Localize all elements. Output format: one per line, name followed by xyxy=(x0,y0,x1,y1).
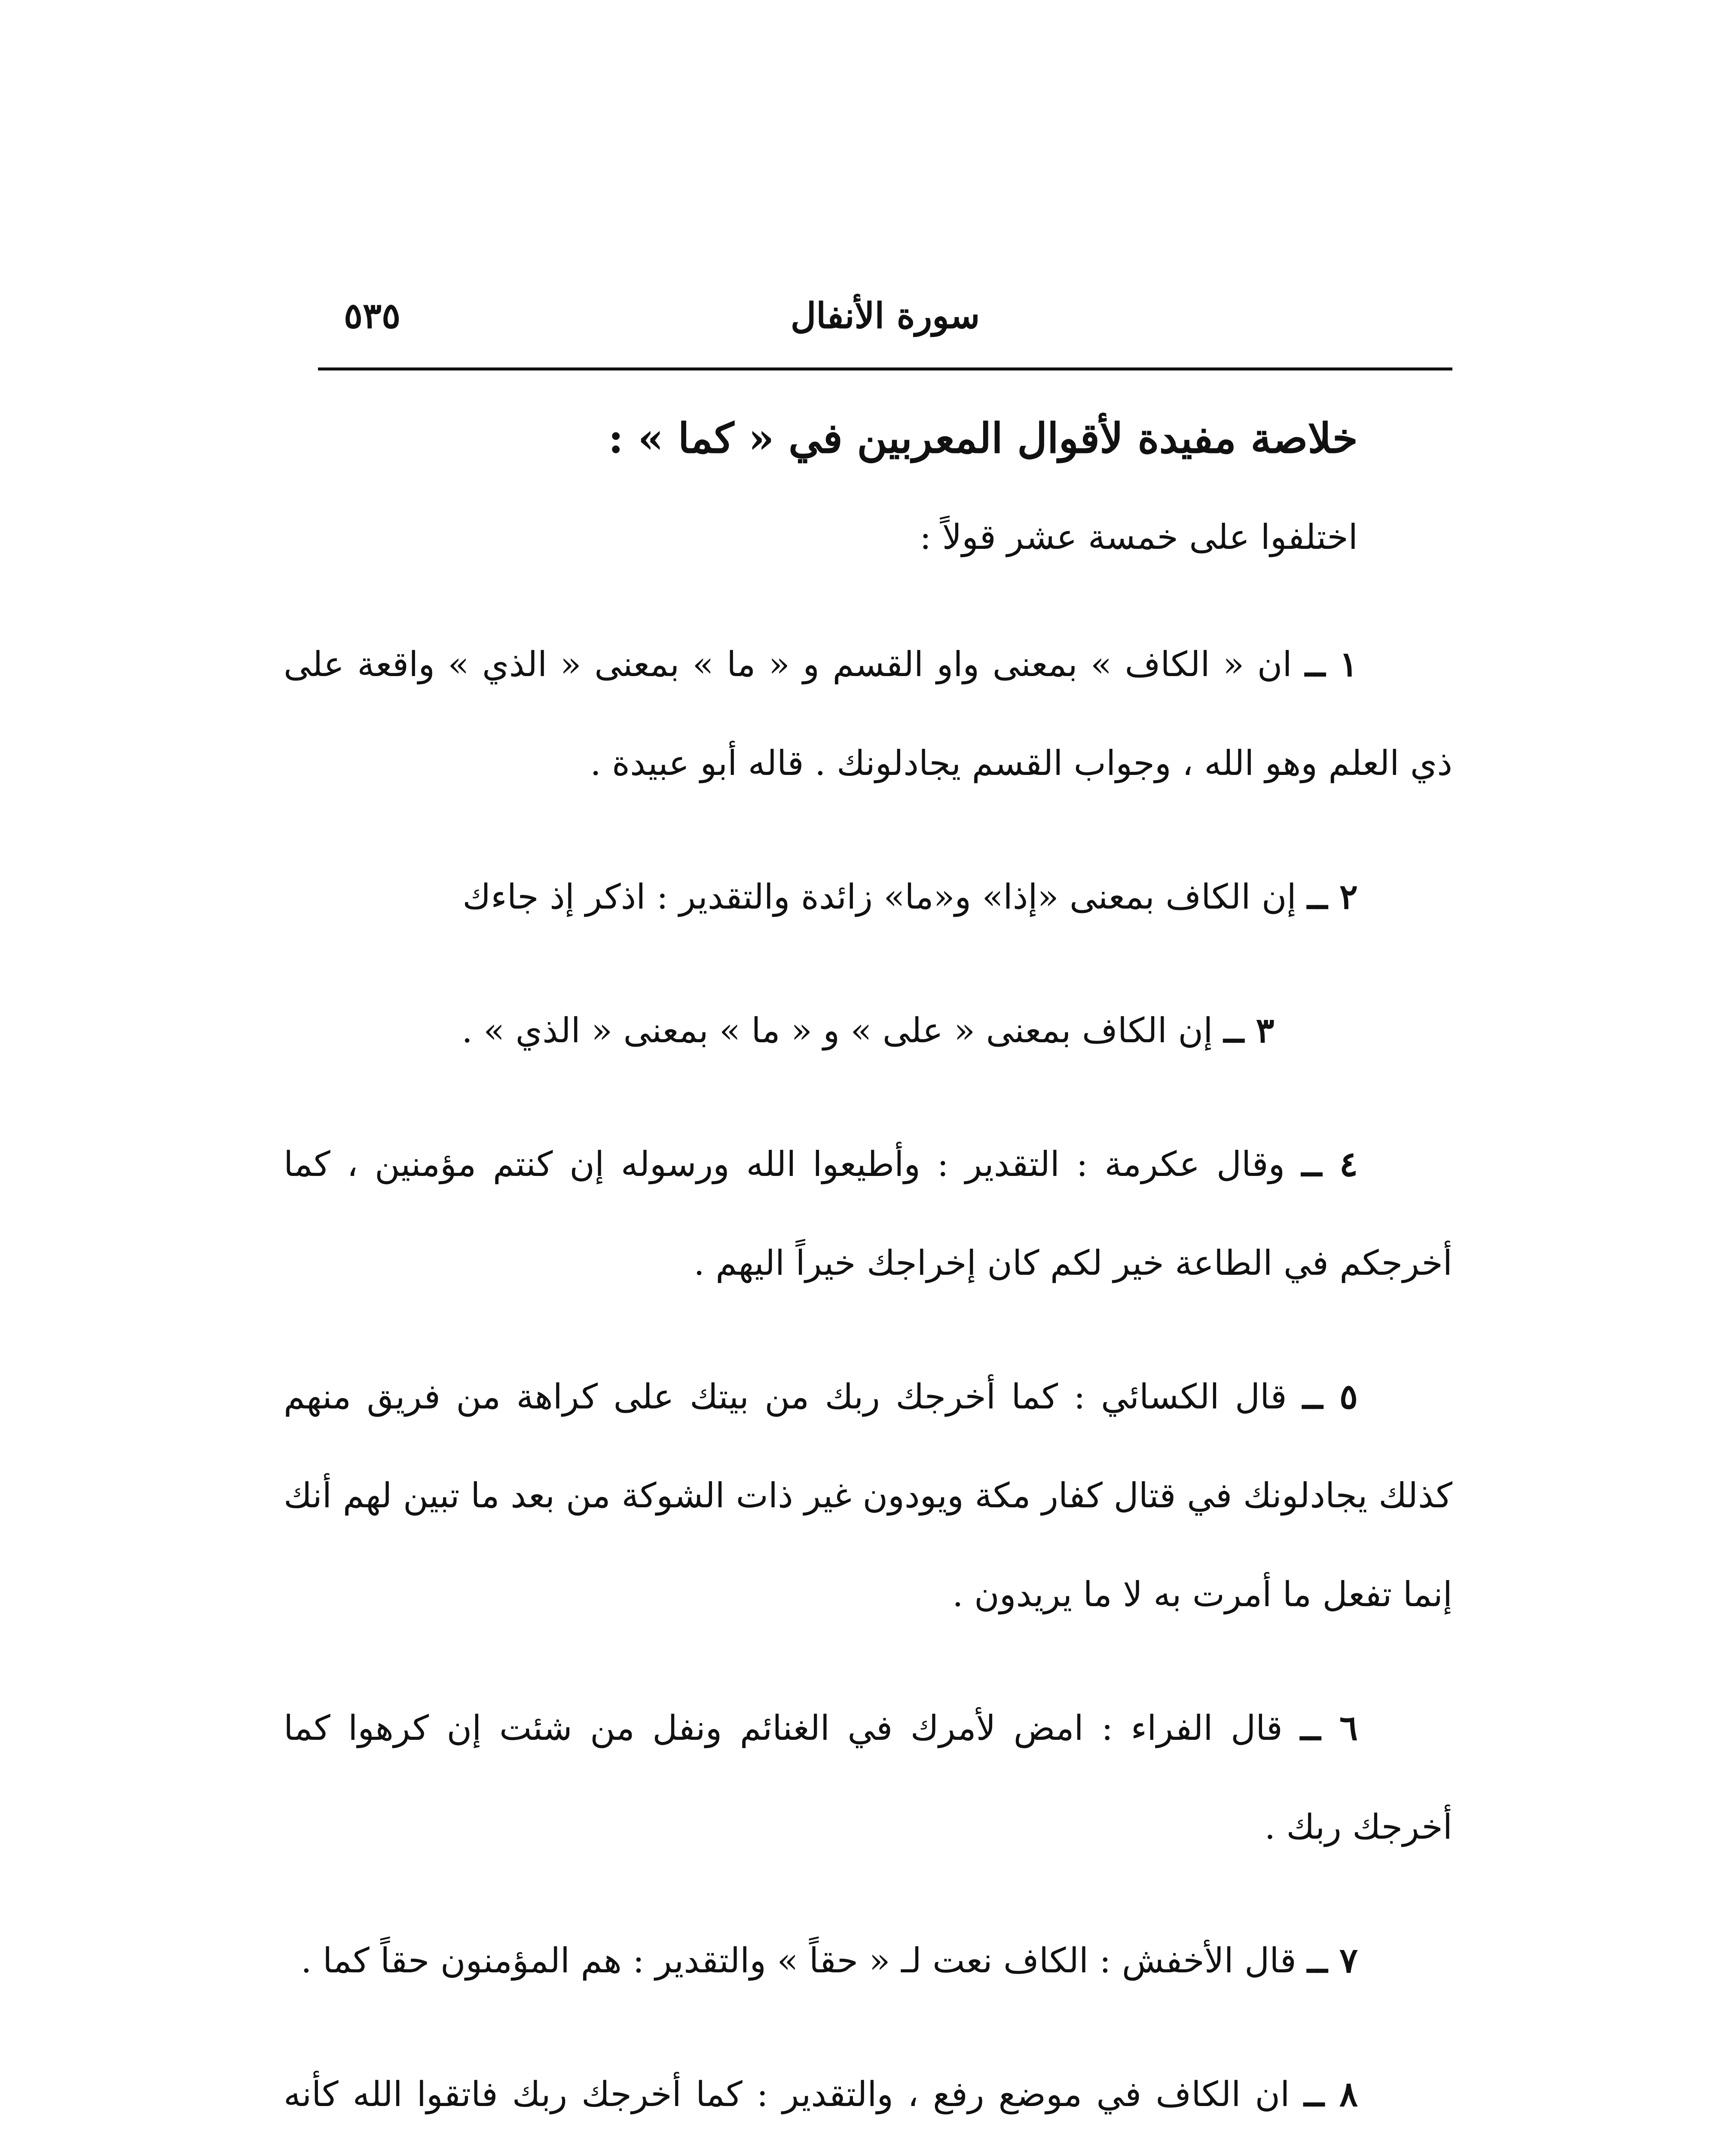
item-number: ٨ ــ xyxy=(1304,2074,1358,2114)
item-text: ان الكاف في موضع رفع ، والتقدير : كما أخرجك ربك فاتقوا الله كأنه xyxy=(284,2074,1290,2114)
list-item xyxy=(284,1678,1452,1877)
chapter-title: سورة الأنفال xyxy=(790,295,980,337)
list-item xyxy=(284,1114,1452,1313)
list-item xyxy=(284,1911,1452,2010)
page-number: ٥٣٥ xyxy=(344,295,401,337)
item-text: ان « الكاف » بمعنى واو القسم و « ما » بمعنى « الذي » واقعة على ذي العلم وهو الله ، وجواب القسم يجادلونك . قاله أبو عبيدة . xyxy=(284,644,1452,783)
list-item xyxy=(284,2045,1452,2149)
intro-paragraph: اختلفوا على خمسة عشر قولاً : xyxy=(920,517,1358,557)
running-header xyxy=(318,275,1452,340)
item-text: إن الكاف بمعنى «إذا» و«ما» زائدة والتقدير : اذكر إذ جاءك xyxy=(462,877,1296,917)
item-number: ٦ ــ xyxy=(1300,1708,1358,1748)
list-item xyxy=(284,615,1452,813)
item-number: ٥ ــ xyxy=(1302,1376,1358,1417)
item-text: قال الأخفش : الكاف نعت لـ « حقاً » والتقدير : هم المؤمنون حقاً كما . xyxy=(301,1941,1296,1981)
section-heading: خلاصة مفيدة لأقوال المعربين في « كما » : xyxy=(608,414,1358,462)
item-number: ٢ ــ xyxy=(1307,876,1358,917)
item-number: ٣ ــ xyxy=(1223,1010,1274,1050)
item-number: ٧ ــ xyxy=(1307,1940,1358,1981)
item-text: قال الفراء : امض لأمرك في الغنائم ونفل من شئت إن كرهوا كما أخرجك ربك . xyxy=(284,1708,1452,1847)
list-item xyxy=(284,1347,1452,1644)
item-text: وقال عكرمة : التقدير : وأطيعوا الله ورسوله إن كنتم مؤمنين ، كما أخرجكم في الطاعة خير لكم كان إخراجك خيراً اليهم . xyxy=(284,1144,1452,1283)
header-divider xyxy=(318,367,1452,370)
item-text: قال الكسائي : كما أخرجك ربك من بيتك على كراهة من فريق منهم كذلك يجادلونك في قتال كفار مكة ويودون غير ذات الشوكة من بعد ما تبين لهم أنك إنما تفعل ما أمرت به لا ما يريدون . xyxy=(284,1377,1452,1614)
item-text: إن الكاف بمعنى « على » و « ما » بمعنى « الذي » . xyxy=(462,1010,1213,1050)
page-body xyxy=(284,400,1452,2149)
item-number: ١ ــ xyxy=(1305,644,1358,684)
item-number: ٤ ــ xyxy=(1302,1144,1358,1184)
list-item xyxy=(284,847,1452,946)
list-item xyxy=(284,981,1452,1080)
